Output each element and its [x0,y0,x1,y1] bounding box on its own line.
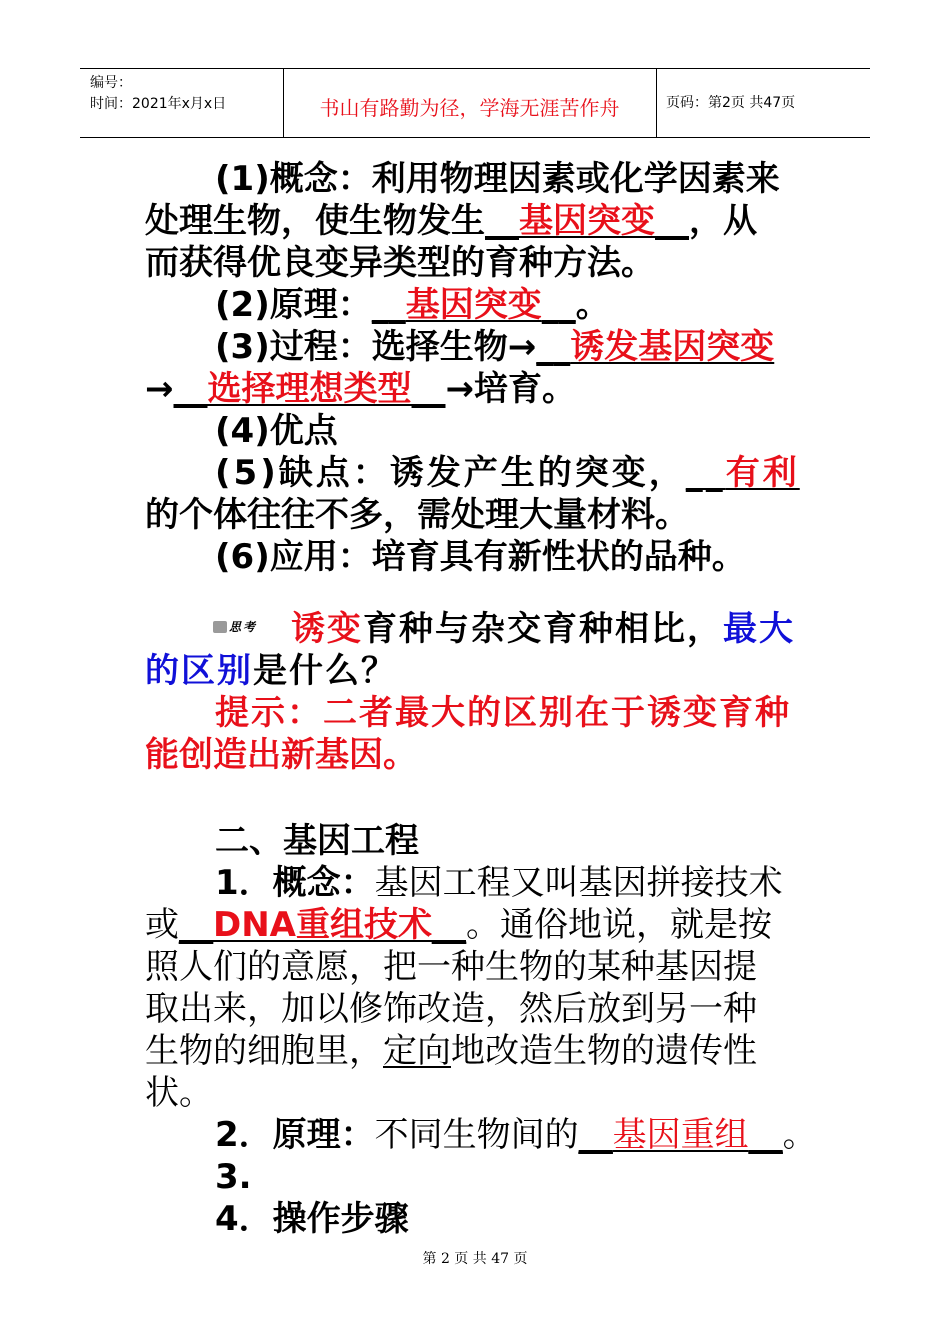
blank-pad: __ [748,1115,783,1155]
answer-text: 基因突变 [519,201,655,241]
number-label: 编号： [90,75,132,91]
header-page-cell [657,69,870,137]
blank [686,453,800,493]
p1-line1 [145,158,815,200]
hint-line1: 提示：二者最大的区别在于诱变育种 [215,693,791,733]
blank-pad: __ [536,327,571,367]
p1-text-d: ，从 [689,201,757,241]
blank-pad: __ [432,905,466,945]
p6-text: 应用：培育具有新性状的品种。 [269,537,746,577]
g1-line2 [145,904,815,946]
blank-pad: __ [578,1115,613,1155]
p5-line2: 的个体往往不多，需处理大量材料。 [145,495,689,535]
spacer [145,776,815,798]
think-red: 诱变 [291,609,364,649]
answer-text: 有利 [725,453,800,493]
answer-text: 基因突变 [405,285,542,325]
underlined-text: 定向 [383,1031,451,1071]
p2-line [145,284,815,326]
blank [579,1115,783,1155]
g1-rest: 。通俗地说，就是按 [466,905,772,945]
blank-pad: __ [411,369,446,409]
date-label: 时间：2021年x月x日 [90,96,227,112]
header-meta-cell [80,69,284,137]
page-header [80,68,870,138]
item-number: (4) [215,411,270,451]
page-footer: 第 2 页 共 47 页 [422,1251,528,1267]
g1-line4: 取出来，加以修饰改造，然后放到另一种 [145,989,757,1029]
g3-line: 3. [215,1157,252,1197]
item-number: (1) [215,159,270,199]
blank [179,905,466,945]
p1-text-c: 处理生物，使生物发生 [145,201,485,241]
document-body [145,158,815,1240]
p3-line2 [145,368,815,410]
g2-text: 不同生物间的 [374,1115,579,1155]
think-line1 [145,608,815,650]
think-end: 是什么？ [253,651,397,691]
item-number: (2) [215,285,270,325]
blank [174,369,446,409]
item-number: 4． [215,1199,273,1239]
spacer [145,798,815,820]
think-blue: 最大 [723,609,796,649]
p1-line3: 而获得优良变异类型的育种方法。 [145,243,655,283]
blank-pad: __ [685,453,726,493]
p1-text: 概念：利用物理因素或化学因素来 [269,159,780,199]
answer-text: 基因重组 [612,1115,749,1155]
g2-end: 。 [782,1115,817,1155]
arrow-icon: → [145,369,174,409]
p2-label: 原理： [269,285,372,325]
blank-pad: __ [541,285,576,325]
think-text: 育种与杂交育种相比， [363,609,724,649]
p4-line [145,410,815,452]
answer-text: DNA重组技术 [213,905,432,945]
g1-label: 概念： [272,863,375,903]
blank-pad: __ [173,369,208,409]
blank-pad: __ [655,201,689,241]
p4-text: 优点 [269,411,338,451]
think-icon [213,619,257,635]
g1-line3: 照人们的意愿，把一种生物的某种基因提 [145,947,757,987]
g4-line [145,1198,815,1240]
blank [536,327,774,367]
p1-line2 [145,200,815,242]
spacer [145,578,815,608]
g1-line1 [145,862,815,904]
g1-text: 基因工程又叫基因拼接技术 [374,863,783,903]
chat-bubble-icon [213,621,227,633]
answer-text: 诱发基因突变 [570,327,775,367]
g4-label: 操作步骤 [272,1199,409,1239]
page-info: 页码：第2页 共47页 [666,95,796,111]
header-motto-cell [283,69,657,137]
p5-line1 [145,452,815,494]
g1-or: 或 [145,905,179,945]
p6-line [145,536,815,578]
g1-text: 地改造生物的遗传性 [451,1031,757,1071]
blank-pad: __ [485,201,519,241]
p3-end: →培育。 [445,369,576,409]
g2-label: 原理： [272,1115,375,1155]
blank [372,285,576,325]
blank-pad: __ [179,905,213,945]
p5-text: 缺点：诱发产生的突变， [278,453,686,493]
blank-pad: __ [371,285,406,325]
p3-line1 [145,326,815,368]
item-number: (6) [215,537,270,577]
motto: 书山有路勤为径，学海无涯苦作舟 [319,96,620,120]
p3-text: 过程：选择生物→ [269,327,537,367]
section-title: 二、基因工程 [215,821,419,861]
item-number: 2． [215,1115,273,1155]
g1-text: 生物的细胞里， [145,1031,383,1071]
g1-line5 [145,1030,815,1072]
think-blue: 的区别 [145,651,253,691]
p2-end: 。 [575,285,610,325]
think-line2 [145,650,815,692]
blank [485,201,689,241]
answer-text: 选择理想类型 [207,369,412,409]
think-icon-label: 思考 [229,619,258,634]
item-number: (5) [215,453,279,493]
g1-line6: 状。 [145,1073,213,1113]
g2-line [145,1114,815,1156]
item-number: (3) [215,327,270,367]
hint-line2: 能创造出新基因。 [145,735,417,775]
item-number: 1． [215,863,273,903]
